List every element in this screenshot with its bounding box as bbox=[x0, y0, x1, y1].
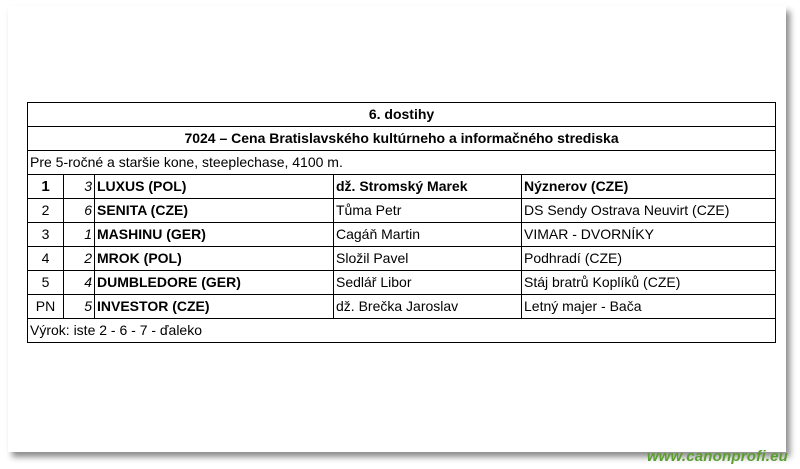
jockey-cell: Složil Pavel bbox=[334, 247, 522, 271]
horse-cell: MASHINU (GER) bbox=[95, 223, 334, 247]
table-row bbox=[28, 271, 776, 295]
table-row bbox=[28, 199, 776, 223]
jockey-cell: Cagáň Martin bbox=[334, 223, 522, 247]
number-cell: 5 bbox=[64, 295, 95, 319]
table-row bbox=[28, 223, 776, 247]
jockey-cell: dž. Brečka Jaroslav bbox=[334, 295, 522, 319]
horse-cell: INVESTOR (CZE) bbox=[95, 295, 334, 319]
number-cell: 6 bbox=[64, 199, 95, 223]
table-row bbox=[28, 247, 776, 271]
table-row bbox=[28, 295, 776, 319]
owner-cell: VIMAR - DVORNÍKY bbox=[522, 223, 776, 247]
jockey-cell: dž. Stromský Marek bbox=[334, 175, 522, 199]
position-cell: 2 bbox=[28, 199, 64, 223]
watermark: www.canonprofi.eu bbox=[646, 448, 788, 465]
race-results-table bbox=[27, 102, 776, 343]
owner-cell: Podhradí (CZE) bbox=[522, 247, 776, 271]
owner-cell: Stáj bratrů Koplíků (CZE) bbox=[522, 271, 776, 295]
horse-cell: DUMBLEDORE (GER) bbox=[95, 271, 334, 295]
owner-cell: Letný majer - Bača bbox=[522, 295, 776, 319]
number-cell: 2 bbox=[64, 247, 95, 271]
race-heading: 6. dostihy bbox=[28, 103, 776, 127]
position-cell: PN bbox=[28, 295, 64, 319]
race-conditions: Pre 5-ročné a staršie kone, steeplechase, 4100 m. bbox=[28, 151, 776, 175]
position-cell: 4 bbox=[28, 247, 64, 271]
number-cell: 1 bbox=[64, 223, 95, 247]
jockey-cell: Sedlář Libor bbox=[334, 271, 522, 295]
number-cell: 4 bbox=[64, 271, 95, 295]
jockey-cell: Tůma Petr bbox=[334, 199, 522, 223]
horse-cell: LUXUS (POL) bbox=[95, 175, 334, 199]
number-cell: 3 bbox=[64, 175, 95, 199]
position-cell: 5 bbox=[28, 271, 64, 295]
horse-cell: SENITA (CZE) bbox=[95, 199, 334, 223]
owner-cell: Nýznerov (CZE) bbox=[522, 175, 776, 199]
race-name: 7024 – Cena Bratislavského kultúrneho a informačného strediska bbox=[28, 127, 776, 151]
horse-cell: MROK (POL) bbox=[95, 247, 334, 271]
race-verdict: Výrok: iste 2 - 6 - 7 - ďaleko bbox=[28, 319, 776, 343]
owner-cell: DS Sendy Ostrava Neuvirt (CZE) bbox=[522, 199, 776, 223]
position-cell: 1 bbox=[28, 175, 64, 199]
position-cell: 3 bbox=[28, 223, 64, 247]
table-row bbox=[28, 175, 776, 199]
